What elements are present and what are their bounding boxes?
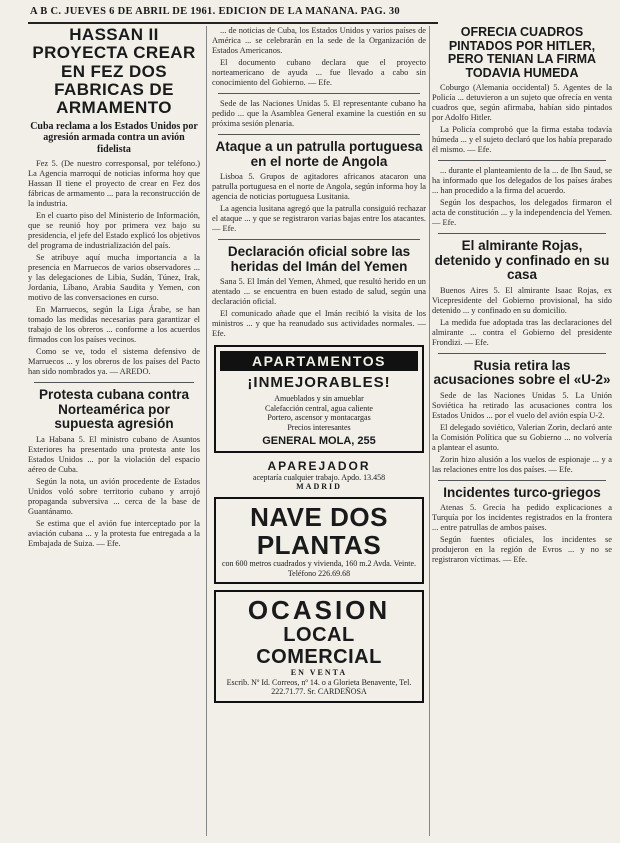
- article-paragraph: La agencia lusitana agregó que la patrulla consiguió rechazar el ataque ... y que se registraron varias bajas entre los atacantes. — Efe.: [212, 204, 426, 234]
- article-paragraph: Según fuentes oficiales, los incidentes se produjeron en la región de Evros ... y no se registraron víctimas. — Efe.: [432, 535, 612, 565]
- column-right: [432, 26, 612, 841]
- article-headline: HASSAN II PROYECTA CREAR EN FEZ DOS FABRICAS DE ARMAMENTO: [32, 26, 196, 118]
- article-separator: [438, 353, 606, 354]
- column-divider: [206, 26, 207, 836]
- article-paragraph: Según la nota, un avión procedente de Estados Unidos voló sobre territorio cubano y arrojó propaganda subversiva ... cerca de la base de Guantánamo.: [28, 477, 200, 517]
- page-header: A B C. JUEVES 6 DE ABRIL DE 1961. EDICION DE LA MAÑANA. PAG. 30: [30, 6, 400, 17]
- article-headline: Rusia retira las acusaciones sobre el «U-2»: [433, 357, 611, 388]
- article-headline: Declaración oficial sobre las heridas del Imán del Yemen: [227, 244, 411, 274]
- article-paragraph: La medida fue adoptada tras las declaraciones del almirante ... contra el Gobierno del presidente Frondizi. — Efe.: [432, 317, 612, 347]
- article-paragraph: Sana 5. El Imán del Yemen, Ahmed, que resultó herido en un atentado ... se encuentra en buen estado de salud, según una declaración oficial.: [212, 277, 426, 307]
- article-paragraph: Se atribuye aquí mucha importancia a la presencia en Marruecos de varios observadores ... y las delegaciones de Libia, Sudán, Túnez, Irak, Jordania, Líbano, Arabia Saudita y Yemen, con motivo de las conversaciones en curso.: [28, 253, 200, 303]
- ad-sub: EN VENTA: [290, 668, 348, 678]
- article-paragraph: Como se ve, todo el sistema defensivo de Marruecos ... y los obreros de los países del Pacto han sido nombrados ya. — AREDO.: [28, 347, 200, 377]
- column-left: [28, 26, 200, 841]
- article-paragraph: En Marruecos, según la Liga Árabe, se han tomado las medidas necesarias para garantizar el trabajo de los obreros ... conforme a los acuerdos firmados con los países vecinos.: [28, 305, 200, 345]
- ad-line: Amueblados y sin amueblar: [274, 394, 364, 404]
- article-paragraph: El documento cubano declara que el proyecto norteamericano de ayuda ... fue llevado a cabo sin conocimiento del Gobierno. — Efe.: [212, 58, 426, 87]
- article-paragraph: Atenas 5. Grecia ha pedido explicaciones a Turquía por los incidentes registrados en la frontera ... entre patrullas de ambos países.: [432, 503, 612, 533]
- ad-title: OCASION: [247, 595, 391, 626]
- article-headline: Protesta cubana contra Norteamérica por supuesta agresión: [38, 387, 190, 432]
- ad-title: APARTAMENTOS: [220, 351, 418, 371]
- article-headline: OFRECIA CUADROS PINTADOS POR HITLER, PERO TENIAN LA FIRMA TODAVIA HUMEDA: [447, 26, 597, 80]
- article-separator: [438, 160, 606, 161]
- ad-title: NAVE DOS PLANTAS: [250, 502, 388, 561]
- ad-aparejador: [214, 459, 424, 491]
- ad-address: GENERAL MOLA, 255: [262, 435, 376, 448]
- article-paragraph: Según los despachos, los delegados firmaron el acta de constitución ... y la independencia del Yemen. — Efe.: [432, 198, 612, 227]
- ad-text: aceptaría cualquier trabajo. Apdo. 13.458: [252, 473, 386, 483]
- ad-nave: [214, 497, 424, 584]
- ad-text: con 600 metros cuadrados y vivienda, 160 m.2 Avda. Veinte. Teléfono 226.69.68: [221, 559, 417, 578]
- ad-apartamentos: [214, 345, 424, 453]
- article-paragraph: Sede de las Naciones Unidas 5. La Unión Soviética ha retirado las acusaciones contra los Estados Unidos ... por el vuelo del avión espía U-2.: [432, 390, 612, 420]
- article-paragraph: Se estima que el avión fue interceptado por la aviación cubana ... y la protesta fue entregada a la Embajada de Suiza. — Efe.: [28, 519, 200, 549]
- header-rule: [28, 22, 438, 24]
- article-headline: Incidentes turco-griegos: [443, 484, 601, 500]
- column-divider: [429, 26, 430, 836]
- article-separator: [218, 239, 420, 240]
- article-paragraph: Zorin hizo alusión a los vuelos de espionaje ... y a las relaciones entre los dos países. — Efe.: [432, 454, 612, 474]
- article-paragraph: El comunicado añade que el Imán recibió la visita de los ministros ... y que ha reanudado sus actividades normales. — Efe.: [212, 309, 426, 339]
- ad-title: LOCAL COMERCIAL: [256, 624, 382, 669]
- article-subheadline: Cuba reclama a los Estados Unidos por agresión armada contra un avión fidelista: [30, 120, 198, 155]
- article-headline: Ataque a un patrulla portuguesa en el norte de Angola: [215, 139, 423, 169]
- ad-city: MADRID: [296, 482, 342, 492]
- article-paragraph: Coburgo (Alemania occidental) 5. Agentes de la Policía ... detuvieron a un sujeto que ofrecía en venta cuadros que, según afirmaba, habían sido pintados por Adolfo Hitler.: [432, 83, 612, 122]
- article-paragraph: Lisboa 5. Grupos de agitadores africanos atacaron una patrulla portuguesa en el norte de Angola, según informa hoy la agencia de noticias portuguesa Lusitania.: [212, 172, 426, 202]
- article-paragraph: En el cuarto piso del Ministerio de Información, que se reunió hoy por primera vez bajo su presidencia, el jefe del Estado explicó los objetivos del programa de industrialización del país.: [28, 211, 200, 251]
- article-paragraph: La Policía comprobó que la firma estaba todavía húmeda ... y el sujeto declaró que los había preparado él mismo. — Efe.: [432, 125, 612, 154]
- article-paragraph: Fez 5. (De nuestro corresponsal, por teléfono.) La Agencia marroquí de noticias informa hoy que Hassan II tiene el proyecto de crear en Fez dos fábricas de armamento ... para la reconstrucción de la industria.: [28, 159, 200, 209]
- ad-line: Portero, ascensor y montacargas: [267, 413, 371, 423]
- ad-subtitle: ¡INMEJORABLES!: [247, 374, 391, 392]
- article-paragraph: El delegado soviético, Valerian Zorin, declaró ante la Comisión Política que su Gobierno ... no volvería a plantear el asunto.: [432, 422, 612, 452]
- ad-text: Escrib. Nº Id. Correos, nº 14. o a Glorieta Benavente, Tel. 222.71.77. Sr. CARDEÑOSA: [226, 677, 412, 697]
- article-paragraph: ... de noticias de Cuba, los Estados Unidos y varios países de América ... se celebrarán en la sede de la Organización de Estados Americanos.: [212, 26, 426, 55]
- article-separator: [438, 480, 606, 481]
- ad-line: Calefacción central, agua caliente: [265, 403, 373, 413]
- article-paragraph: La Habana 5. El ministro cubano de Asuntos Exteriores ha presentado una protesta ante los Estados Unidos ... por la violación del espacio aéreo de Cuba.: [28, 435, 200, 475]
- ad-line: Precios interesantes: [287, 422, 351, 432]
- column-center: [212, 26, 426, 841]
- article-separator: [34, 382, 194, 383]
- ad-ocasion: [214, 590, 424, 703]
- article-headline: El almirante Rojas, detenido y confinado en su casa: [434, 238, 610, 283]
- article-separator: [218, 93, 420, 94]
- article-paragraph: Sede de las Naciones Unidas 5. El representante cubano ha pedido ... que la Asamblea General examine la cuestión en su próxima sesión plenaria.: [212, 99, 426, 128]
- article-separator: [438, 233, 606, 234]
- article-separator: [218, 134, 420, 135]
- article-paragraph: Buenos Aires 5. El almirante Isaac Rojas, ex Vicepresidente del Gobierno provisional, ha sido detenido ... y confinado en su domicilio.: [432, 285, 612, 315]
- ad-title: APAREJADOR: [267, 459, 371, 474]
- article-paragraph: ... durante el planteamiento de la ... de Ibn Saud, se ha informado que los delegados de los países árabes ... han procedido a la firma del acuerdo.: [432, 166, 612, 195]
